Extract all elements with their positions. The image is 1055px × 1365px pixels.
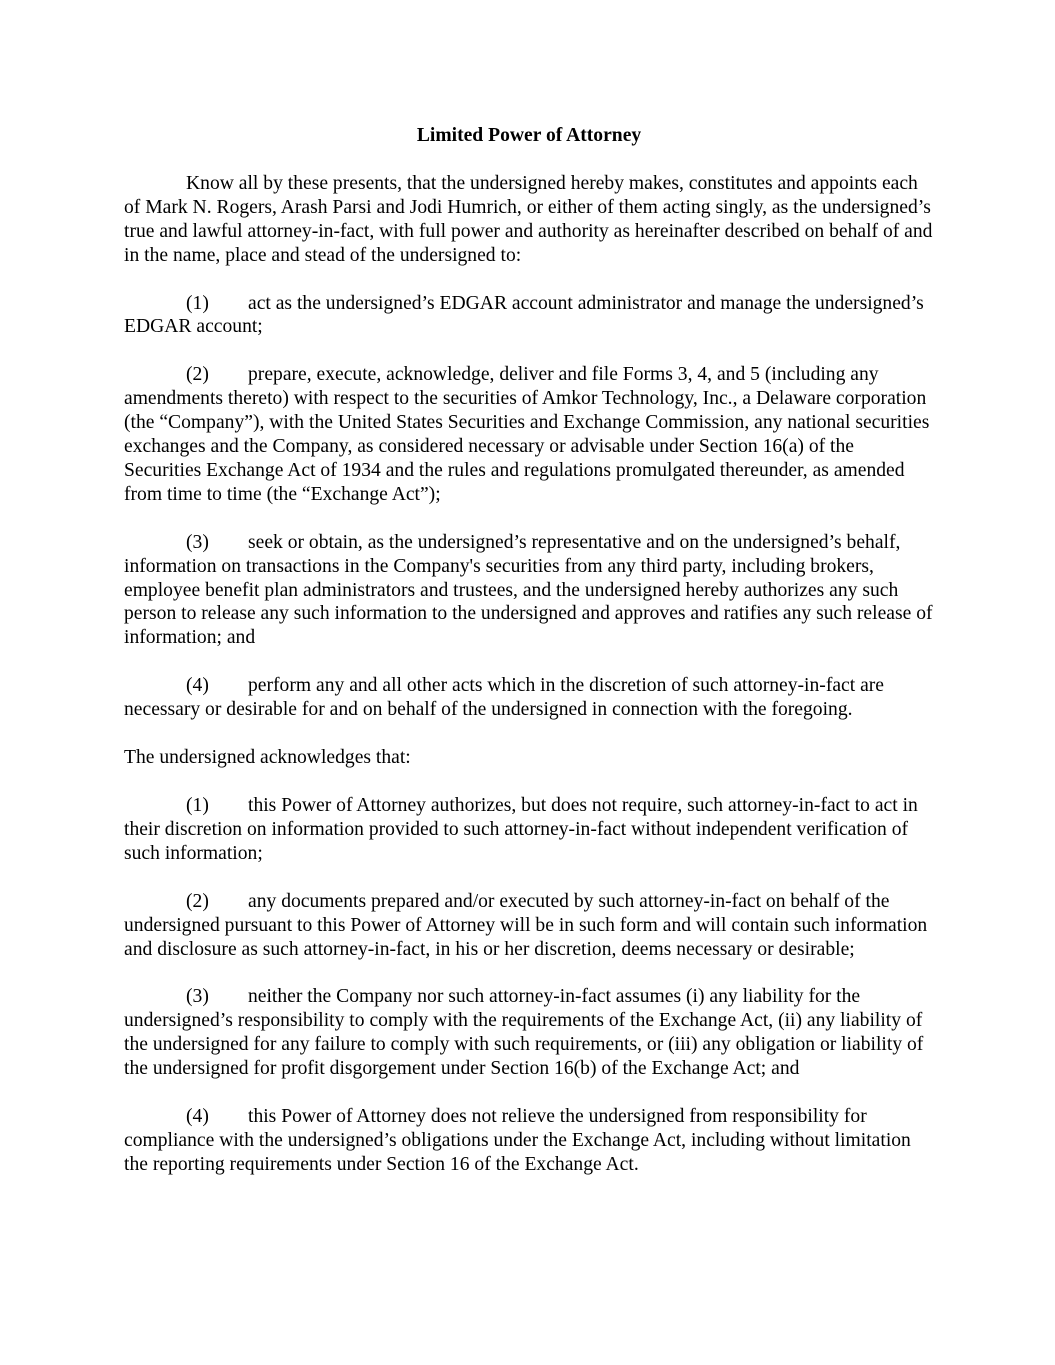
acknowledgement-item-number: (1) [186,795,209,817]
power-item-text: seek or obtain, as the undersigned’s representative and on the undersigned’s behalf, information on transactions in the Company's securities from any third party, including brokers, employee benefit plan administrators and trustees, and the undersigned hereby authorizes any such person to release any such information to the undersigned and approves and ratifies any such release of information; and [124,531,933,649]
acknowledgement-item-text: this Power of Attorney does not relieve the undersigned from responsibility for compliance with the undersigned’s obligations under the Exchange Act, including without limitation the reporting requirements under Section 16 of the Exchange Act. [124,1106,911,1175]
acknowledgement-item-text: this Power of Attorney authorizes, but does not require, such attorney-in-fact to act in their discretion on information provided to such attorney-in-fact without independent verification of such information; [124,795,918,864]
acknowledgement-item-text: neither the Company nor such attorney-in-fact assumes (i) any liability for the undersigned’s responsibility to comply with the requirements of the Exchange Act, (ii) any liability of the undersigned for any failure to comply with such requirements, or (iii) any obligation or liability of the undersigned for profit disgorgement under Section 16(b) of the Exchange Act; and [124,986,924,1080]
acknowledgement-item-1 [124,794,934,866]
power-item-4 [124,674,934,722]
power-item-1 [124,292,934,340]
acknowledgement-intro: The undersigned acknowledges that: [124,747,411,769]
acknowledgement-item-number: (2) [186,890,209,912]
acknowledgement-item-number: (3) [186,986,209,1008]
power-item-text: prepare, execute, acknowledge, deliver and file Forms 3, 4, and 5 (including any amendments thereto) with respect to the securities of Amkor Technology, Inc., a Delaware corporation (the “Company”), with the United States Securities and Exchange Commission, any national securities exchanges and the Company, as considered necessary or advisable under Section 16(a) of the Securities Exchange Act of 1934 and the rules and regulations promulgated thereunder, as amended from time to time (the “Exchange Act”); [124,364,930,505]
acknowledgement-item-4 [124,1105,934,1177]
power-item-number: (1) [186,292,209,314]
power-item-number: (4) [186,675,209,697]
power-item-number: (3) [186,531,209,553]
power-item-text: act as the undersigned’s EDGAR account administrator and manage the undersigned’s EDGAR account; [124,292,924,338]
document-title: Limited Power of Attorney [416,125,642,146]
power-item-number: (2) [186,364,209,386]
acknowledgement-item-3 [124,985,934,1081]
acknowledgement-item-text: any documents prepared and/or executed by such attorney-in-fact on behalf of the undersigned pursuant to this Power of Attorney will be in such form and will contain such information and disclosure as such attorney-in-fact, in his or her discretion, deems necessary or desirable; [124,890,928,960]
power-item-text: perform any and all other acts which in the discretion of such attorney-in-fact are necessary or desirable for and on behalf of the undersigned in connection with the foregoing. [124,675,885,721]
document-page [124,124,934,1201]
power-item-2 [124,363,934,506]
power-item-3 [124,531,934,651]
acknowledgement-item-number: (4) [186,1106,209,1128]
intro-paragraph: Know all by these presents, that the undersigned hereby makes, constitutes and appoints each of Mark N. Rogers, Arash Parsi and Jodi Humrich, or either of them acting singly, as the undersigned’s true and lawful attorney-in-fact, with full power and authority as hereinafter described on behalf of and in the name, place and stead of the undersigned to: [124,172,933,266]
acknowledgement-item-2 [124,890,934,962]
